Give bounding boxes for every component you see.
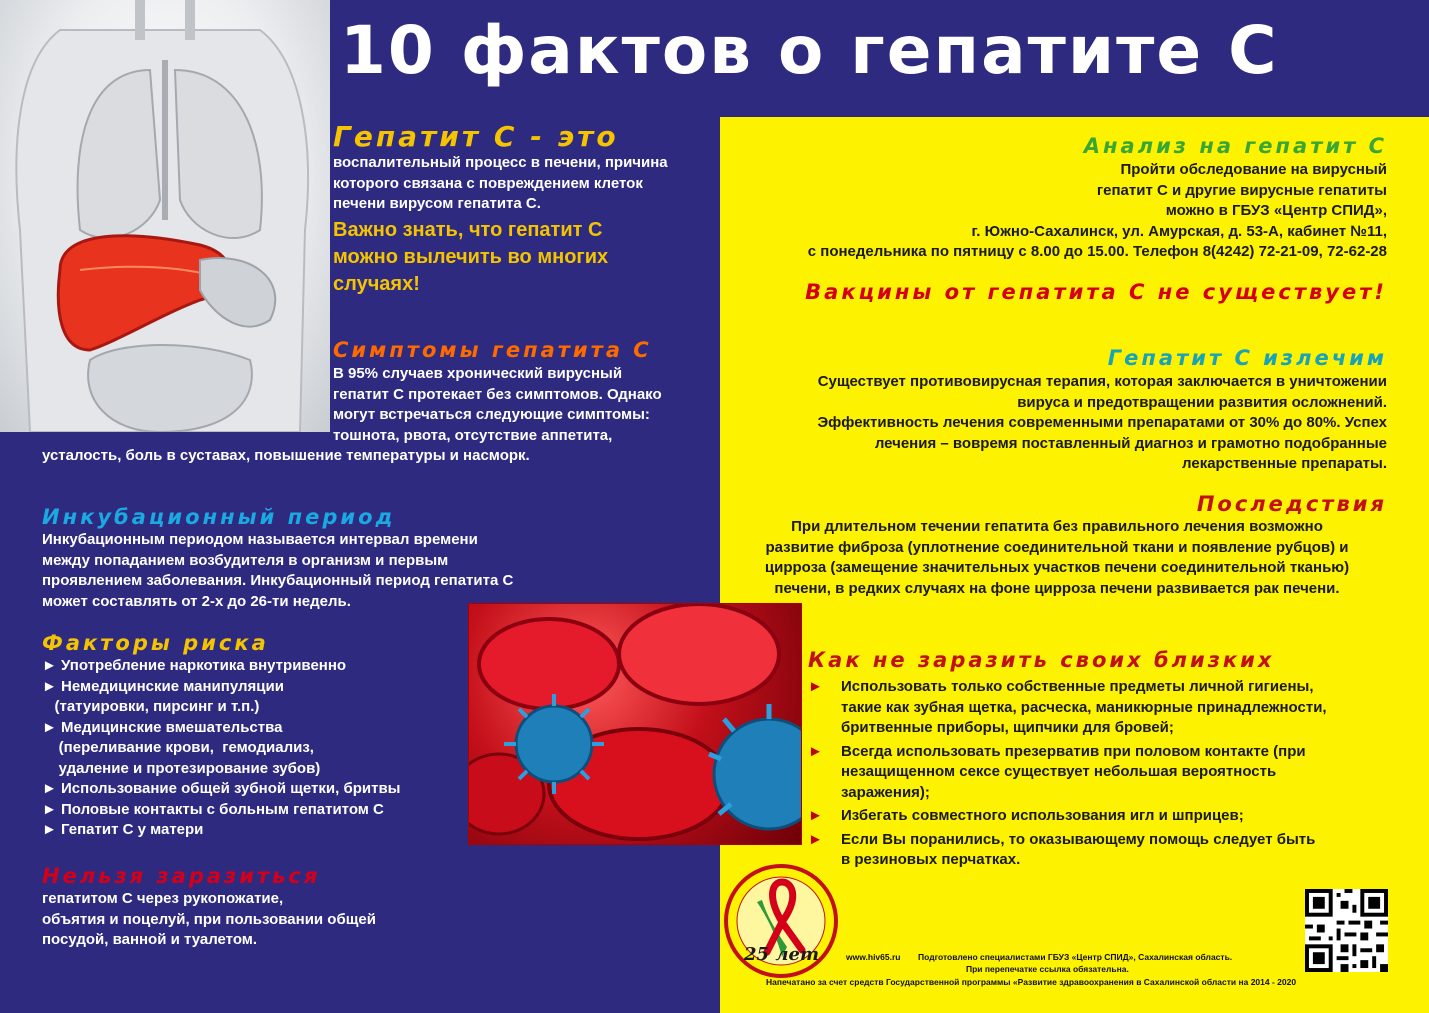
heading-cannot-infect: Нельзя заразиться: [42, 864, 321, 888]
important-line: Важно знать, что гепатит С: [333, 219, 603, 241]
analysis-line: с понедельника по пятницу с 8.00 до 15.00. Телефон 8(4242) 72-21-09, 72-62-28: [807, 243, 1387, 260]
curable-line: лечения – вовремя поставленный диагноз и грамотно подобранные: [874, 434, 1387, 452]
cannot-line: объятия и поцелуй, при пользовании общей: [42, 910, 376, 928]
important-line: случаях!: [333, 273, 420, 295]
page-title: 10 фактов о гепатите С: [340, 12, 1279, 89]
risk-factors-list: [42, 656, 401, 841]
protect-line: Всегда использовать презерватив при половом контакте (при: [841, 742, 1306, 760]
consequences-line: развитие фиброза (уплотнение соединительной ткани и появление рубцов) и: [765, 538, 1349, 556]
list-item: (переливание крови, гемодиализ,: [42, 739, 314, 756]
incubation-line: проявлением заболевания. Инкубационный период гепатита С: [42, 572, 514, 589]
what-is-text: [333, 153, 668, 215]
cannot-line: посудой, ванной и туалетом.: [42, 931, 258, 948]
triangle-right-icon: ►: [808, 742, 823, 760]
list-item: ► Гепатит С у матери: [42, 821, 204, 838]
heading-consequences: Последствия: [1196, 492, 1387, 516]
analysis-text: [707, 160, 1387, 263]
protect-line: незащищенном сексе существует небольшая вероятность: [841, 763, 1277, 780]
footer-prepared: Подготовлено специалистами ГБУЗ «Центр СПИД», Сахалинская область.: [918, 952, 1233, 962]
list-item: (татуировки, пирсинг и т.п.): [42, 698, 260, 715]
human-torso-liver-illustration: [0, 0, 330, 432]
what-line: печени вирусом гепатита С.: [333, 195, 541, 212]
symptoms-line: гепатит С протекает без симптомов. Однако: [333, 385, 662, 403]
heading-incubation: Инкубационный период: [42, 505, 396, 529]
heading-analysis: Анализ на гепатит С: [1083, 134, 1387, 158]
list-item: удаление и протезирование зубов): [42, 759, 321, 777]
triangle-right-icon: ►: [808, 678, 823, 695]
what-line: которого связана с повреждением клеток: [333, 174, 643, 192]
protect-line: Использовать только собственные предметы личной гигиены,: [841, 678, 1314, 695]
footer-printed: Напечатано за счет средств Государственной программы «Развитие здравоохранения в Сахалинской области на 2014 - 2020: [766, 977, 1297, 987]
curable-line: лекарственные препараты.: [1182, 455, 1387, 472]
symptoms-text: [333, 364, 662, 446]
logo-text: 25 лет: [744, 944, 819, 965]
qr-code: [1305, 889, 1388, 972]
list-item: [808, 806, 1388, 827]
protect-line: в резиновых перчатках.: [841, 851, 1021, 868]
aids-ribbon-logo: [722, 862, 840, 980]
protect-line: такие как зубная щетка, расческа, маникюрные принадлежности,: [841, 698, 1327, 716]
symptoms-line-last: усталость, боль в суставах, повышение температуры и насморк.: [42, 447, 530, 464]
list-item: [808, 677, 1388, 739]
what-line: воспалительный процесс в печени, причина: [333, 154, 668, 171]
protect-line: бритвенные приборы, щипчики для бровей;: [841, 719, 1174, 736]
important-line: можно вылечить во многих: [333, 246, 609, 268]
curable-line: Эффективность лечения современными препаратами от 30% до 80%. Успех: [817, 414, 1387, 431]
triangle-right-icon: ►: [808, 830, 823, 848]
heading-what-is: Гепатит С - это: [333, 120, 619, 153]
protect-line: Если Вы поранились, то оказывающему помощь следует быть: [841, 830, 1316, 848]
protect-list: [808, 677, 1388, 874]
heading-symptoms: Симптомы гепатита С: [333, 338, 652, 362]
triangle-right-icon: ►: [808, 807, 823, 824]
list-item: ► Медицинские вмешательства: [42, 718, 283, 736]
analysis-line: Пройти обследование на вирусный: [1120, 161, 1387, 178]
consequences-line: печени, в редких случаях на фоне цирроза печени развивается рак печени.: [774, 579, 1340, 597]
curable-text: [707, 372, 1387, 475]
symptoms-line: тошнота, рвота, отсутствие аппетита,: [333, 426, 613, 444]
consequences-line: цирроза (замещение значительных участков печени соединительной тканью): [764, 559, 1350, 576]
blood-cells-virus-illustration: [468, 603, 802, 845]
vaccine-warning: Вакцины от гепатита С не существует!: [805, 280, 1387, 304]
incubation-line: между попаданием возбудителя в организм и первым: [42, 551, 449, 569]
symptoms-line: могут встречаться следующие симптомы:: [333, 406, 650, 423]
analysis-line: можно в ГБУЗ «Центр СПИД»,: [1165, 202, 1387, 219]
incubation-line: Инкубационным периодом называется интервал времени: [42, 531, 478, 548]
list-item: [808, 830, 1388, 871]
qr-svg: [1305, 889, 1388, 972]
consequences-line: При длительном течении гепатита без правильного лечения возможно: [791, 518, 1323, 535]
blood-svg: [469, 604, 801, 844]
heading-protect: Как не заразить своих близких: [808, 648, 1275, 672]
heading-risk-factors: Факторы риска: [42, 631, 269, 655]
cannot-line: гепатитом С через рукопожатие,: [42, 890, 284, 907]
symptoms-line: В 95% случаев хронический вирусный: [333, 365, 623, 382]
incubation-text: [42, 530, 513, 612]
list-item: ► Немедицинские манипуляции: [42, 677, 284, 695]
protect-line: заражения);: [841, 783, 930, 801]
incubation-line: может составлять от 2-х до 26-ти недель.: [42, 592, 351, 610]
list-item: [808, 742, 1388, 804]
list-item: ► Использование общей зубной щетки, бритвы: [42, 780, 401, 797]
list-item: ► Половые контакты с больным гепатитом С: [42, 800, 384, 818]
analysis-line: г. Южно-Сахалинск, ул. Амурская, д. 53-А, кабинет №11,: [971, 222, 1387, 240]
list-item: ► Употребление наркотика внутривенно: [42, 657, 347, 674]
curable-line: Существует противовирусная терапия, которая заключается в уничтожении: [817, 373, 1387, 390]
heading-curable: Гепатит С излечим: [1107, 346, 1387, 370]
torso-svg: [0, 0, 330, 432]
protect-line: Избегать совместного использования игл и шприцев;: [841, 807, 1244, 824]
important-note: [333, 217, 608, 298]
curable-line: вируса и предотвращении развития осложнений.: [1017, 393, 1387, 411]
consequences-text: [726, 517, 1388, 599]
footer-site: www.hiv65.ru: [846, 952, 901, 962]
cannot-infect-text: [42, 889, 376, 951]
footer-reprint: При перепечатке ссылка обязательна.: [966, 964, 1129, 974]
analysis-line: гепатит С и другие вирусные гепатиты: [1096, 181, 1387, 199]
